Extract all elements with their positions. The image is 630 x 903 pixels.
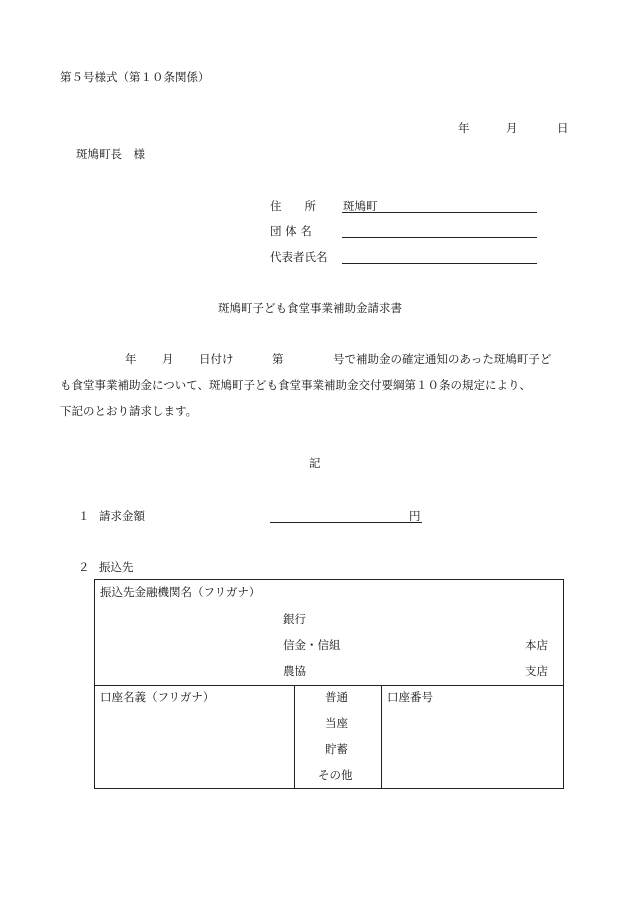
date-day: 日 xyxy=(557,121,569,135)
body-year: 年 xyxy=(125,352,137,366)
account-holder-label: 口座名義（フリガナ） xyxy=(100,690,215,704)
branch-main: 本店 xyxy=(525,638,548,652)
group-name-underline xyxy=(342,237,537,238)
ki-heading: 記 xyxy=(309,456,321,470)
item1-number: １ xyxy=(78,509,90,523)
table-divider xyxy=(94,685,564,686)
address-underline xyxy=(342,212,537,213)
account-kind-other: その他 xyxy=(318,768,353,782)
body-dated: 日付け xyxy=(199,352,234,366)
transfer-table xyxy=(94,579,564,789)
item2-number: ２ xyxy=(78,560,90,574)
body-no: 第 xyxy=(272,352,284,366)
account-kind-chochiku: 貯蓄 xyxy=(325,742,348,756)
address-value: 斑鳩町 xyxy=(343,199,378,213)
account-kind-futsu: 普通 xyxy=(325,690,348,704)
bank-type-nokyo: 農協 xyxy=(283,664,306,678)
item2-label: 振込先 xyxy=(99,560,134,574)
amount-underline xyxy=(270,522,422,523)
bank-type-shinkin: 信金・信組 xyxy=(283,638,341,652)
bank-header: 振込先金融機関名（フリガナ） xyxy=(100,585,261,599)
date-month: 月 xyxy=(506,121,518,135)
item1-label: 請求金額 xyxy=(99,509,145,523)
body-line1-rest: 号で補助金の確定通知のあった斑鳩町子ど xyxy=(333,352,552,366)
group-name-label: 団 体 名 xyxy=(270,224,312,238)
addressee: 斑鳩町長 様 xyxy=(76,147,145,161)
bank-type-bank: 銀行 xyxy=(283,612,306,626)
representative-underline xyxy=(342,263,537,264)
body-line2: も食堂事業補助金について、斑鳩町子ども食堂事業補助金交付要綱第１０条の規定により、 xyxy=(60,378,532,392)
document-title: 斑鳩町子ども食堂事業補助金請求書 xyxy=(218,301,402,315)
representative-label: 代表者氏名 xyxy=(270,250,328,264)
account-number-label: 口座番号 xyxy=(387,690,433,704)
branch-sub: 支店 xyxy=(525,664,548,678)
body-month: 月 xyxy=(162,352,174,366)
table-col-divider-1 xyxy=(294,685,295,789)
form-number: 第５号様式（第１０条関係） xyxy=(60,70,210,84)
table-col-divider-2 xyxy=(381,685,382,789)
account-kind-toza: 当座 xyxy=(325,716,348,730)
body-line3: 下記のとおり請求します。 xyxy=(60,404,198,418)
date-year: 年 xyxy=(458,121,470,135)
amount-unit: 円 xyxy=(409,509,421,523)
address-label: 住 所 xyxy=(270,199,316,213)
